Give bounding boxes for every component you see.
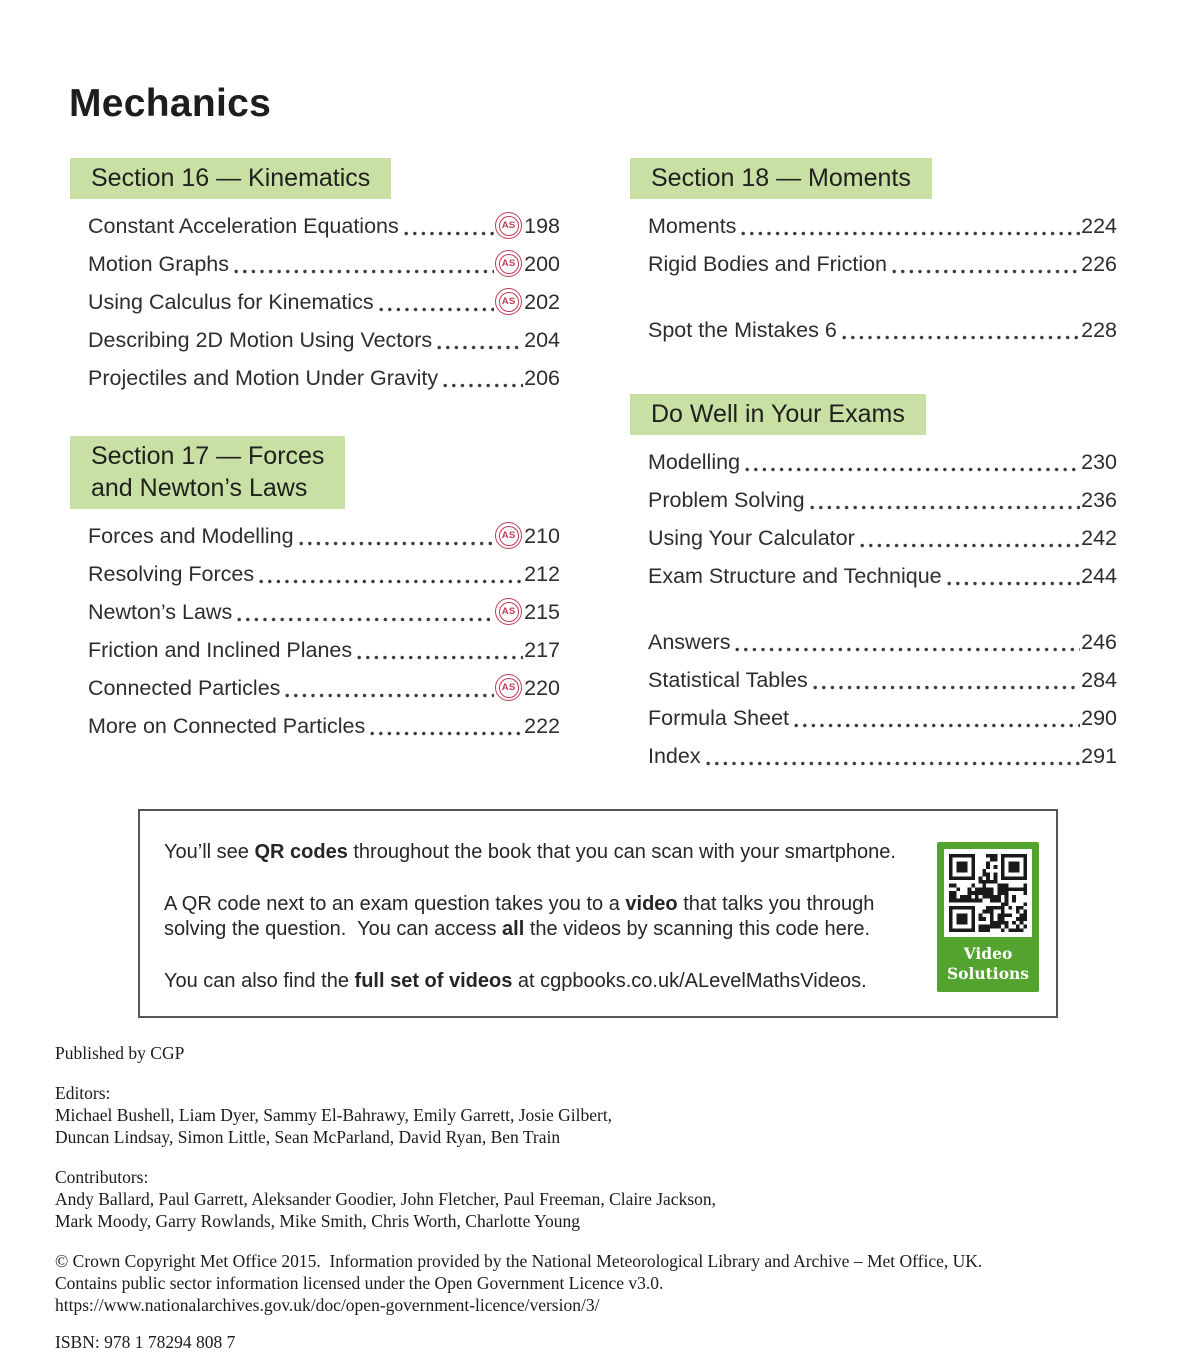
toc-entry-label: Formula Sheet <box>648 706 790 730</box>
qr-info-text <box>164 840 939 1021</box>
toc-entry-label: Connected Particles <box>88 676 281 700</box>
dot-leader <box>299 541 495 546</box>
toc-entry-page-number: 215 <box>524 600 560 624</box>
toc-entry-page-number: 228 <box>1081 318 1117 342</box>
qr-box-paragraph <box>164 969 939 994</box>
toc-section <box>630 394 1117 770</box>
dot-leader <box>813 685 1080 690</box>
as-level-badge-icon <box>495 522 522 549</box>
toc-entry-label: More on Connected Particles <box>88 714 366 738</box>
toc-entry-page-number: 200 <box>524 252 560 276</box>
toc-entry-page-number: 217 <box>524 638 560 662</box>
toc-entry <box>70 674 560 702</box>
copyright-line: © Crown Copyright Met Office 2015. Information provided by the National Meteorological Library and Archive – Met Office, UK. <box>55 1251 983 1271</box>
contributors-names: Mark Moody, Garry Rowlands, Mike Smith, Chris Worth, Charlotte Young <box>55 1211 581 1231</box>
toc-entry-label: Spot the Mistakes 6 <box>648 318 837 342</box>
toc-entry-label: Newton’s Laws <box>88 600 233 624</box>
section-header <box>70 436 345 509</box>
section-header <box>630 394 926 435</box>
dot-leader <box>735 647 1080 652</box>
qr-code-icon <box>944 849 1032 937</box>
toc-entry-label: Constant Acceleration Equations <box>88 214 399 238</box>
toc-entry-label: Motion Graphs <box>88 252 230 276</box>
toc-entry-page-number: 284 <box>1081 668 1117 692</box>
toc-entry-page-number: 244 <box>1081 564 1117 588</box>
toc-entry <box>630 524 1117 552</box>
section-header-line: Section 16 — Kinematics <box>91 164 371 192</box>
toc-entry-label: Moments <box>648 214 737 238</box>
dot-leader <box>404 231 494 236</box>
toc-entry <box>70 560 560 588</box>
toc-entry <box>630 486 1117 514</box>
as-level-badge-text: AS <box>499 602 519 622</box>
toc-entry-label: Using Your Calculator <box>648 526 855 550</box>
toc-entry <box>70 598 560 626</box>
toc-entry-page-number: 291 <box>1081 744 1117 768</box>
qr-text-segment: A QR code next to an exam question takes you to a <box>164 893 626 915</box>
editors-heading: Editors: <box>55 1083 111 1103</box>
toc-entry-label: Modelling <box>648 450 741 474</box>
dot-leader <box>234 269 494 274</box>
toc-entry <box>70 250 560 278</box>
dot-leader <box>860 543 1080 548</box>
qr-bold-text: video <box>625 893 678 915</box>
toc-entry-label: Forces and Modelling <box>88 524 294 548</box>
toc-entry <box>630 628 1117 656</box>
toc-entry <box>630 666 1117 694</box>
toc-entry <box>70 522 560 550</box>
dot-leader <box>285 693 494 698</box>
toc-entry <box>630 212 1117 240</box>
qr-text-segment: You’ll see <box>164 841 255 863</box>
imprint-footer <box>55 1042 1165 1358</box>
qr-bold-text: all <box>502 918 525 940</box>
as-level-badge-icon <box>495 598 522 625</box>
toc-entry <box>630 704 1117 732</box>
toc-entry-label: Friction and Inclined Planes <box>88 638 353 662</box>
dot-leader <box>379 307 495 312</box>
toc-entry-page-number: 202 <box>524 290 560 314</box>
toc-entry-label: Index <box>648 744 701 768</box>
qr-box-paragraph <box>164 892 939 942</box>
dot-leader <box>794 723 1080 728</box>
dot-leader <box>741 231 1080 236</box>
contributors-heading: Contributors: <box>55 1167 149 1187</box>
as-level-badge-icon <box>495 212 522 239</box>
dot-leader <box>437 345 523 350</box>
qr-text-segment: that talks you through solving the question. You can access <box>164 893 880 940</box>
qr-box-paragraph <box>164 840 939 865</box>
contributors-names: Andy Ballard, Paul Garrett, Aleksander Goodier, John Fletcher, Paul Freeman, Claire Jackson, <box>55 1189 717 1209</box>
toc-entry-label: Answers <box>648 630 731 654</box>
toc-entry-page-number: 290 <box>1081 706 1117 730</box>
toc-entry <box>70 364 560 392</box>
toc-entry-page-number: 222 <box>524 714 560 738</box>
toc-entry-page-number: 230 <box>1081 450 1117 474</box>
as-level-badge-text: AS <box>499 292 519 312</box>
toc-entry-label: Describing 2D Motion Using Vectors <box>88 328 433 352</box>
toc-entry-page-number: 212 <box>524 562 560 586</box>
toc-entry-page-number: 204 <box>524 328 560 352</box>
dot-leader <box>810 505 1081 510</box>
dot-leader <box>842 335 1080 340</box>
toc-entry-page-number: 206 <box>524 366 560 390</box>
toc-entry-label: Using Calculus for Kinematics <box>88 290 374 314</box>
as-level-badge-text: AS <box>499 678 519 698</box>
toc-entry-page-number: 210 <box>524 524 560 548</box>
qr-text-segment: at cgpbooks.co.uk/ALevelMathsVideos. <box>512 970 867 992</box>
toc-entry-page-number: 220 <box>524 676 560 700</box>
toc-entry <box>630 448 1117 476</box>
section-header-line: Do Well in Your Exams <box>651 400 905 428</box>
dot-leader <box>892 269 1080 274</box>
qr-text-segment: the videos by scanning this code here. <box>524 918 871 940</box>
toc-entry <box>70 712 560 740</box>
qr-bold-text: full set of videos <box>354 970 513 992</box>
dot-leader <box>706 761 1081 766</box>
section-header <box>630 158 932 199</box>
qr-info-box <box>138 809 1058 1018</box>
as-level-badge-icon <box>495 250 522 277</box>
section-header-line: and Newton’s Laws <box>91 474 308 502</box>
as-level-badge-text: AS <box>499 216 519 236</box>
as-level-badge-text: AS <box>499 254 519 274</box>
video-solutions-label: Video Solutions <box>946 944 1030 983</box>
qr-bold-text: QR codes <box>254 841 348 863</box>
toc-section <box>70 436 560 740</box>
contributors-block <box>55 1166 1165 1232</box>
editors-block <box>55 1082 1165 1148</box>
as-level-badge-text: AS <box>499 526 519 546</box>
editors-names: Michael Bushell, Liam Dyer, Sammy El-Bahrawy, Emily Garrett, Josie Gilbert, <box>55 1105 613 1125</box>
toc-entry-page-number: 198 <box>524 214 560 238</box>
toc-section <box>70 158 560 392</box>
toc-entry-label: Statistical Tables <box>648 668 808 692</box>
toc-entry-label: Projectiles and Motion Under Gravity <box>88 366 439 390</box>
video-solutions-panel <box>937 842 1039 992</box>
copyright-block <box>55 1250 1165 1316</box>
dot-leader <box>259 579 523 584</box>
dot-leader <box>443 383 523 388</box>
copyright-line: Contains public sector information licensed under the Open Government Licence v3.0. <box>55 1273 664 1293</box>
as-level-badge-icon <box>495 674 522 701</box>
toc-entry-label: Exam Structure and Technique <box>648 564 942 588</box>
toc-entry-page-number: 246 <box>1081 630 1117 654</box>
dot-leader <box>947 581 1081 586</box>
toc-entry-page-number: 224 <box>1081 214 1117 238</box>
section-header-line: Section 18 — Moments <box>651 164 911 192</box>
toc-entry <box>70 636 560 664</box>
toc-entry-label: Rigid Bodies and Friction <box>648 252 888 276</box>
toc-entry-page-number: 236 <box>1081 488 1117 512</box>
toc-entry-label: Problem Solving <box>648 488 805 512</box>
licence-url: https://www.nationalarchives.gov.uk/doc/open-government-licence/version/3/ <box>55 1295 600 1315</box>
toc-entry-page-number: 226 <box>1081 252 1117 276</box>
toc-entry-page-number: 242 <box>1081 526 1117 550</box>
toc-entry-label: Resolving Forces <box>88 562 255 586</box>
editors-names: Duncan Lindsay, Simon Little, Sean McParland, David Ryan, Ben Train <box>55 1127 561 1147</box>
dot-leader <box>357 655 523 660</box>
toc-entry <box>630 316 1117 344</box>
toc-entry <box>630 250 1117 278</box>
dot-leader <box>745 467 1080 472</box>
dot-leader <box>370 731 523 736</box>
toc-entry <box>70 326 560 354</box>
toc-entry <box>70 212 560 240</box>
qr-text-segment: throughout the book that you can scan with your smartphone. <box>347 841 896 863</box>
section-header <box>70 158 391 199</box>
toc-entry <box>630 742 1117 770</box>
toc-section <box>630 158 1117 344</box>
toc-column-left <box>70 158 560 750</box>
as-level-badge-icon <box>495 288 522 315</box>
section-header-line: Section 17 — Forces <box>91 442 325 470</box>
toc-entry <box>630 562 1117 590</box>
toc-column-right <box>630 158 1117 780</box>
isbn-line: ISBN: 978 1 78294 808 7 <box>55 1332 236 1352</box>
published-by-line: Published by CGP <box>55 1043 185 1063</box>
page-title: Mechanics <box>69 82 272 125</box>
qr-text-segment: You can also find the <box>164 970 355 992</box>
dot-leader <box>237 617 494 622</box>
toc-entry <box>70 288 560 316</box>
